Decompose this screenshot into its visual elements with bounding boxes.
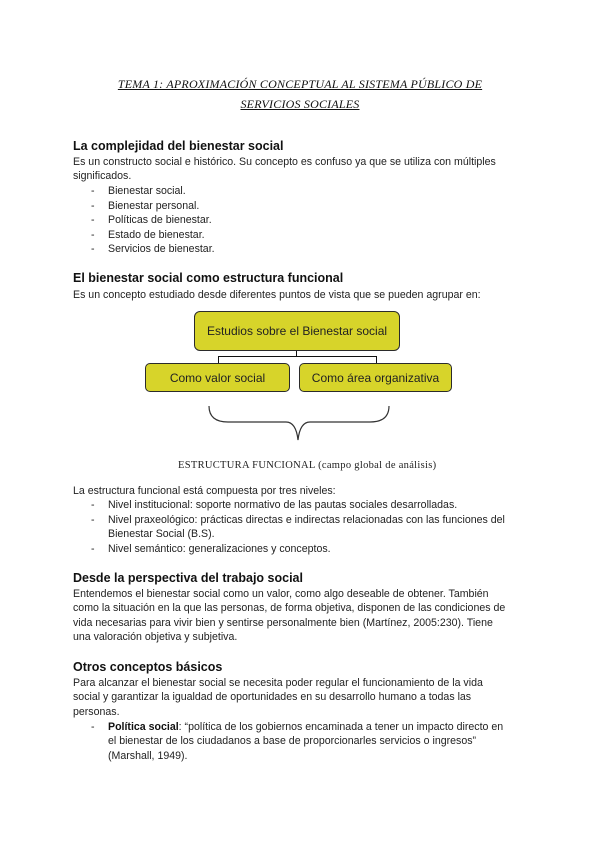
document-title-line-2: SERVICIOS SOCIALES: [240, 97, 360, 111]
section-heading-otros-conceptos: Otros conceptos básicos: [73, 660, 223, 674]
connector-line: [376, 356, 377, 363]
paragraph-line: personas.: [73, 706, 120, 718]
connector-line: [218, 356, 219, 363]
term-politica-social: Política social: [108, 721, 179, 733]
paragraph-line: Para alcanzar el bienestar social se necesita poder regular el funcionamiento de la vida: [73, 677, 483, 689]
paragraph-line: una valoración objetiva y subjetiva.: [73, 631, 238, 643]
paragraph-line: como la situación en la que las personas, de forma objetiva, disponen de las condiciones de: [73, 602, 506, 614]
diagram-box-valor-social: Como valor social: [145, 363, 290, 392]
paragraph-line: significados.: [73, 170, 132, 182]
diagram-box-estudios: Estudios sobre el Bienestar social: [194, 311, 400, 351]
document-page: TEMA 1: APROXIMACIÓN CONCEPTUAL AL SISTEMA PÚBLICO DE SERVICIOS SOCIALES La complejidad del bienestar social Es un constructo social e histórico. Su concepto es confuso ya que se utiliza con múltiples significados. - Bienestar social. - Bienestar personal. - Políticas de bienestar. - Estado de bienestar. - Servicios de bienestar. El bienestar social como estructura funcional Es un concepto estudiado desde diferentes puntos de vista que se pueden agrupar en: Estudios sobre el Bienestar social Como valor social Como área organizativa ESTRUCTURA FUNCIONAL (campo global de análisis) La estructura funcional está compuesta por tres niveles: - Nivel institucional: soporte normativo de las pautas sociales desarrolladas. - Nivel praxeológico: prácticas directas e indirectas relacionadas con las funciones del Bienestar Social (B.S). - Nivel semántico: generalizaciones y conceptos. Desde la perspectiva del trabajo social Entendemos el bienestar social como un valor, como algo deseable de obtener. También como la situación en la que las personas, de forma objetiva, disponen de las condiciones de vida necesarias para vivir bien y sentirse personalmente bien (Martínez, 2005:230). Tiene una valoración objetiva y subjetiva. Otros conceptos básicos Para alcanzar el bienestar social se necesita poder regular el funcionamiento de la vida social y garantizar la igualdad de oportunidades en su desarrollo humano a todas las personas. - Política social: “política de los gobiernos encaminada a tener un impacto directo en el bienestar de los ciudadanos a base de proporcionarles servicios o ingresos” (Marshall, 1949).: [0, 0, 600, 848]
curly-brace-icon: [206, 404, 392, 444]
connector-line: [218, 356, 377, 357]
diagram-caption: ESTRUCTURA FUNCIONAL (campo global de análisis): [178, 460, 437, 471]
paragraph-line: Entendemos el bienestar social como un valor, como algo deseable de obtener. También: [73, 588, 489, 600]
section-heading-estructura-funcional: El bienestar social como estructura funcional: [73, 271, 344, 285]
section-heading-trabajo-social: Desde la perspectiva del trabajo social: [73, 571, 303, 585]
section-heading-complejidad: La complejidad del bienestar social: [73, 139, 284, 153]
paragraph-line: Es un constructo social e histórico. Su concepto es confuso ya que se utiliza con múltiples: [73, 156, 496, 168]
paragraph-line: Es un concepto estudiado desde diferentes puntos de vista que se pueden agrupar en:: [73, 289, 481, 301]
diagram-box-area-organizativa: Como área organizativa: [299, 363, 452, 392]
document-title-line-1: TEMA 1: APROXIMACIÓN CONCEPTUAL AL SISTEMA PÚBLICO DE: [117, 77, 483, 91]
paragraph-line: social y garantizar la igualdad de oportunidades en su desarrollo humano a todas las: [73, 691, 472, 703]
paragraph-line: La estructura funcional está compuesta por tres niveles:: [73, 485, 336, 497]
paragraph-line: vida necesarias para vivir bien y sentirse personalmente bien (Martínez, 2005:230). Tiene: [73, 617, 493, 629]
